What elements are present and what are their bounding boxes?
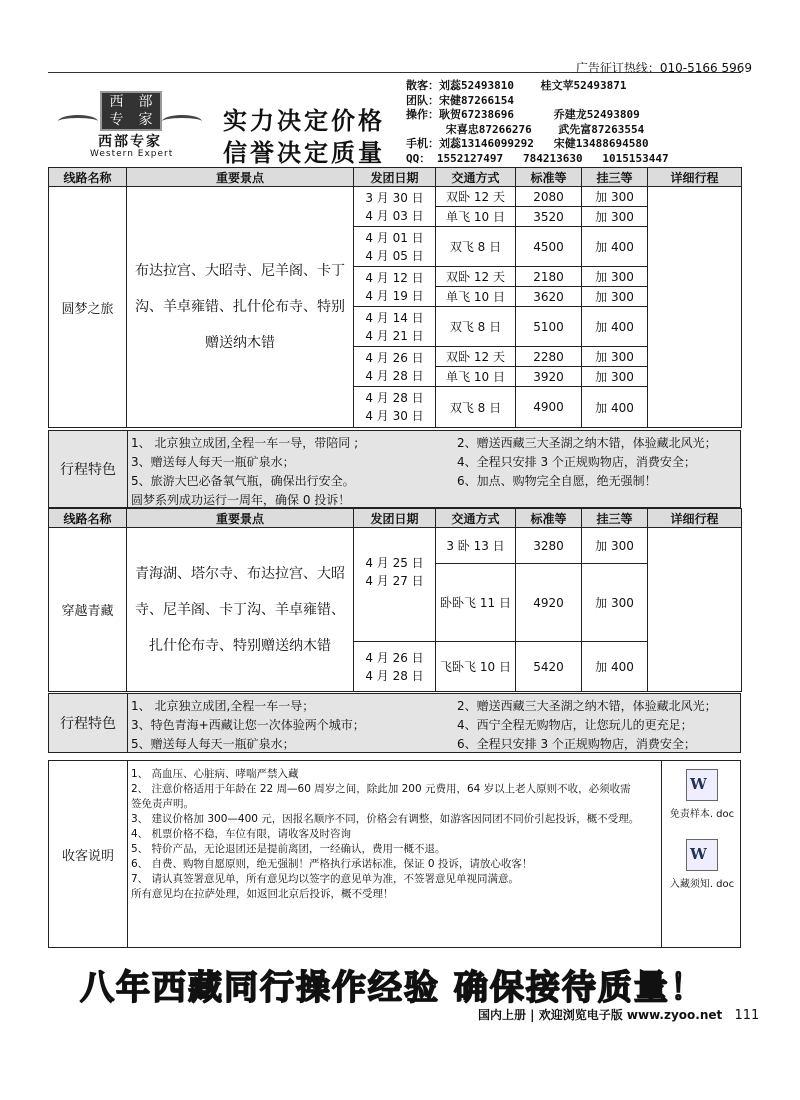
third-cell: 加 300: [582, 367, 648, 387]
date-value: 4 月 19 日: [365, 288, 424, 303]
tour1-features: [48, 430, 741, 508]
feature-line: 2、赠送西藏三大圣湖之纳木错，体验藏北风光；: [457, 699, 717, 713]
date-value: 4 月 21 日: [365, 328, 424, 343]
header-third: 挂三等: [582, 509, 648, 528]
note-line: 7、 请认真签署意见单，所有意见均以签字的意见单为准，不签署意见单视同满意。: [131, 873, 520, 885]
third-cell: 加 400: [582, 387, 648, 428]
date-value: 4 月 30 日: [365, 409, 424, 423]
logo-char: 部: [138, 94, 153, 110]
header-date: 发团日期: [354, 509, 436, 528]
transport-cell: 单飞 10 日: [436, 367, 516, 387]
contact-line: 操作：耿贺67238696 乔建龙52493809: [406, 108, 640, 121]
feature-line: 2、赠送西藏三大圣湖之纳木错，体验藏北风光；: [457, 436, 717, 450]
scenic-line: 赠送纳木错: [205, 335, 275, 351]
standard-cell: 3280: [516, 528, 582, 564]
feature-line: 1、 北京独立成团,全程一车一导，带陪同 ;: [131, 436, 359, 450]
scenic-line: 青海湖、塔尔寺、布达拉宫、大昭: [135, 565, 345, 582]
header-third: 挂三等: [582, 168, 648, 187]
transport-cell: 双卧 12 天: [436, 187, 516, 207]
tibet-guide-doc[interactable]: [662, 839, 742, 890]
date-value: 4 月 14 日: [365, 310, 424, 325]
date-cell: [354, 227, 436, 267]
contact-line: 团队：宋健87266154: [406, 93, 514, 107]
notes-body: [131, 767, 661, 902]
transport-cell: 双卧 12 天: [436, 347, 516, 367]
date-value: 4 月 03 日: [365, 208, 424, 223]
notes-label: 收客说明: [49, 761, 128, 947]
scenic-line: 寺、尼羊阁、卡丁沟、羊卓雍错、: [135, 601, 345, 618]
contact-line: 手机：刘蕊13146099292 宋健13488694580: [406, 137, 649, 150]
date-cell: [354, 528, 436, 642]
header-detail: 详细行程: [648, 168, 742, 187]
note-line: 4、 机票价格不稳，车位有限，请收客及时咨询: [131, 828, 352, 840]
date-value: 4 月 12 日: [365, 270, 424, 285]
tour1-scenic: [127, 187, 354, 428]
disclaimer-doc[interactable]: [662, 769, 742, 820]
transport-cell: 3 卧 13 日: [436, 528, 516, 564]
standard-cell: 4920: [516, 564, 582, 642]
date-cell: [354, 387, 436, 428]
logo-chinese-name: 西部专家: [98, 134, 162, 150]
transport-cell: 单飞 10 日: [436, 287, 516, 307]
header-detail: 详细行程: [648, 509, 742, 528]
transport-cell: 单飞 10 日: [436, 207, 516, 227]
third-cell: 加 400: [582, 307, 648, 347]
standard-cell: 2080: [516, 187, 582, 207]
feature-line: 3、特色青海+西藏让您一次体验两个城市；: [131, 718, 365, 732]
third-cell: 加 400: [582, 227, 648, 267]
date-cell: [354, 187, 436, 227]
header-standard: 标准等: [516, 168, 582, 187]
third-cell: 加 400: [582, 642, 648, 692]
word-doc-icon: W: [686, 769, 718, 801]
detail-cell[interactable]: [648, 528, 742, 692]
table-header-row: [49, 509, 742, 528]
third-cell: 加 300: [582, 347, 648, 367]
standard-cell: 5100: [516, 307, 582, 347]
feature-line: 3、赠送每人每天一瓶矿泉水；: [131, 455, 295, 469]
table-row: [49, 528, 742, 564]
page-header: [48, 72, 741, 169]
header-scenic: 重要景点: [127, 168, 354, 187]
feature-line: 6、加点、购物完全自愿，绝无强制！: [457, 474, 657, 488]
note-line: 5、 特价产品，无论退团还是提前离团，一经确认，费用一概不退。: [131, 843, 446, 855]
tour2-features: [48, 693, 741, 753]
standard-cell: 3520: [516, 207, 582, 227]
transport-cell: 卧卧飞 11 日: [436, 564, 516, 642]
header-route: 线路名称: [49, 509, 127, 528]
date-value: 4 月 05 日: [365, 248, 424, 263]
third-cell: 加 300: [582, 267, 648, 287]
scenic-line: 扎什伦布寺、特别赠送纳木错: [149, 637, 331, 654]
feature-line: 1、 北京独立成团,全程一车一导；: [131, 699, 315, 713]
table-row: [49, 187, 742, 207]
note-line: 签免责声明。: [131, 798, 194, 810]
transport-cell: 双卧 12 天: [436, 267, 516, 287]
logo-english-name: Western Expert: [90, 149, 174, 159]
date-cell: [354, 347, 436, 387]
date-value: 4 月 26 日: [365, 350, 424, 365]
features-label: 行程特色: [49, 694, 128, 752]
logo-char: 家: [138, 112, 153, 128]
third-cell: 加 300: [582, 564, 648, 642]
date-value: 4 月 28 日: [365, 391, 424, 405]
doc-filename: 免责样本. doc: [669, 809, 735, 820]
scenic-line: 布达拉宫、大昭寺、尼羊阁、卡丁: [135, 263, 345, 279]
third-cell: 加 300: [582, 187, 648, 207]
date-cell: [354, 267, 436, 307]
ad-hotline: 广告征订热线：010-5166 5969: [575, 61, 752, 75]
contact-line: 宋喜忠87266276 武先富87263554: [406, 122, 645, 136]
date-value: 4 月 27 日: [365, 574, 424, 588]
scenic-line: 沟、羊卓雍错、扎什伦布寺、特别: [135, 299, 345, 315]
date-value: 4 月 25 日: [365, 556, 424, 570]
standard-cell: 3620: [516, 287, 582, 307]
detail-cell[interactable]: [648, 187, 742, 428]
slogan-line-2: 信誉决定质量: [223, 138, 385, 167]
date-cell: [354, 642, 436, 692]
feature-line: 4、西宁全程无购物店，让您玩儿的更充足；: [457, 718, 693, 732]
date-cell: [354, 307, 436, 347]
contact-line: QQ： 1552127497 784213630 1015153447: [406, 151, 669, 165]
logo-char: 西: [109, 94, 124, 110]
note-line: 2、 注意价格适用于年龄在 22 周—60 周岁之间，除此加 200 元费用，64 岁以上老人原则不收，必须收需: [131, 783, 631, 795]
standard-cell: 3920: [516, 367, 582, 387]
tour2-table: [48, 508, 742, 692]
attached-documents: [661, 761, 742, 947]
contact-line: 散客：刘蕊52493810 桂文苹52493871: [406, 79, 627, 92]
feature-line: 5、旅游大巴必备氧气瓶，确保出行安全。: [131, 474, 355, 488]
feature-line: 6、全程只安排 3 个正规购物店，消费安全；: [457, 737, 696, 751]
note-line: 1、 高血压、心脏病、哮喘严禁入藏: [131, 768, 299, 780]
standard-cell: 4500: [516, 227, 582, 267]
standard-cell: 4900: [516, 387, 582, 428]
note-line: 6、 自费、购物自愿原则，绝无强制！严格执行承诺标准，保证 0 投诉，请放心收客！: [131, 858, 533, 870]
company-logo: [58, 91, 208, 163]
transport-cell: 飞卧飞 10 日: [436, 642, 516, 692]
logo-char: 专: [109, 112, 124, 128]
standard-cell: 2180: [516, 267, 582, 287]
tour2-scenic: [127, 528, 354, 692]
header-date: 发团日期: [354, 168, 436, 187]
tour2-name: 穿越青藏: [49, 528, 127, 692]
third-cell: 加 300: [582, 287, 648, 307]
logo-right-wing: [162, 115, 202, 128]
promo-banner: 八年西藏同行操作经验 确保接待质量！: [80, 968, 706, 1008]
tour1-name: 圆梦之旅: [49, 187, 127, 428]
contact-list: [406, 79, 669, 166]
page-number: 111: [734, 1008, 760, 1023]
date-value: 4 月 01 日: [365, 230, 424, 245]
logo-left-wing: [58, 115, 98, 128]
logo-seal: [100, 91, 162, 131]
transport-cell: 双飞 8 日: [436, 227, 516, 267]
footer-text: 国内上册 | 欢迎浏览电子版 www.zyoo.net: [478, 1008, 723, 1022]
booking-notes: [48, 760, 741, 948]
standard-cell: 2280: [516, 347, 582, 367]
date-value: 3 月 30 日: [365, 190, 424, 205]
date-value: 4 月 28 日: [365, 668, 424, 683]
word-doc-icon: W: [686, 839, 718, 871]
header-route: 线路名称: [49, 168, 127, 187]
third-cell: 加 300: [582, 207, 648, 227]
doc-filename: 入藏须知. doc: [669, 879, 735, 890]
features-label: 行程特色: [49, 431, 128, 507]
tour1-table: [48, 167, 742, 428]
table-header-row: [49, 168, 742, 187]
feature-line: 圆梦系列成功运行一周年，确保 0 投诉！: [131, 493, 351, 507]
standard-cell: 5420: [516, 642, 582, 692]
slogan-line-1: 实力决定价格: [223, 106, 385, 135]
header-transport: 交通方式: [436, 168, 516, 187]
third-cell: 加 300: [582, 528, 648, 564]
header-scenic: 重要景点: [127, 509, 354, 528]
header-standard: 标准等: [516, 509, 582, 528]
feature-line: 5、赠送每人每天一瓶矿泉水；: [131, 737, 295, 751]
transport-cell: 双飞 8 日: [436, 307, 516, 347]
note-line: 3、 建议价格加 300—400 元，因报名顺序不同，价格会有调整，如游客因同团不同价引起投诉，概不受理。: [131, 813, 640, 825]
feature-line: 4、全程只安排 3 个正规购物店，消费安全；: [457, 455, 696, 469]
date-value: 4 月 26 日: [365, 650, 424, 665]
header-transport: 交通方式: [436, 509, 516, 528]
transport-cell: 双飞 8 日: [436, 387, 516, 428]
note-line: 所有意见均在拉萨处理，如返回北京后投诉，概不受理！: [131, 888, 394, 900]
date-value: 4 月 28 日: [365, 368, 424, 383]
page-footer: [478, 1006, 759, 1023]
